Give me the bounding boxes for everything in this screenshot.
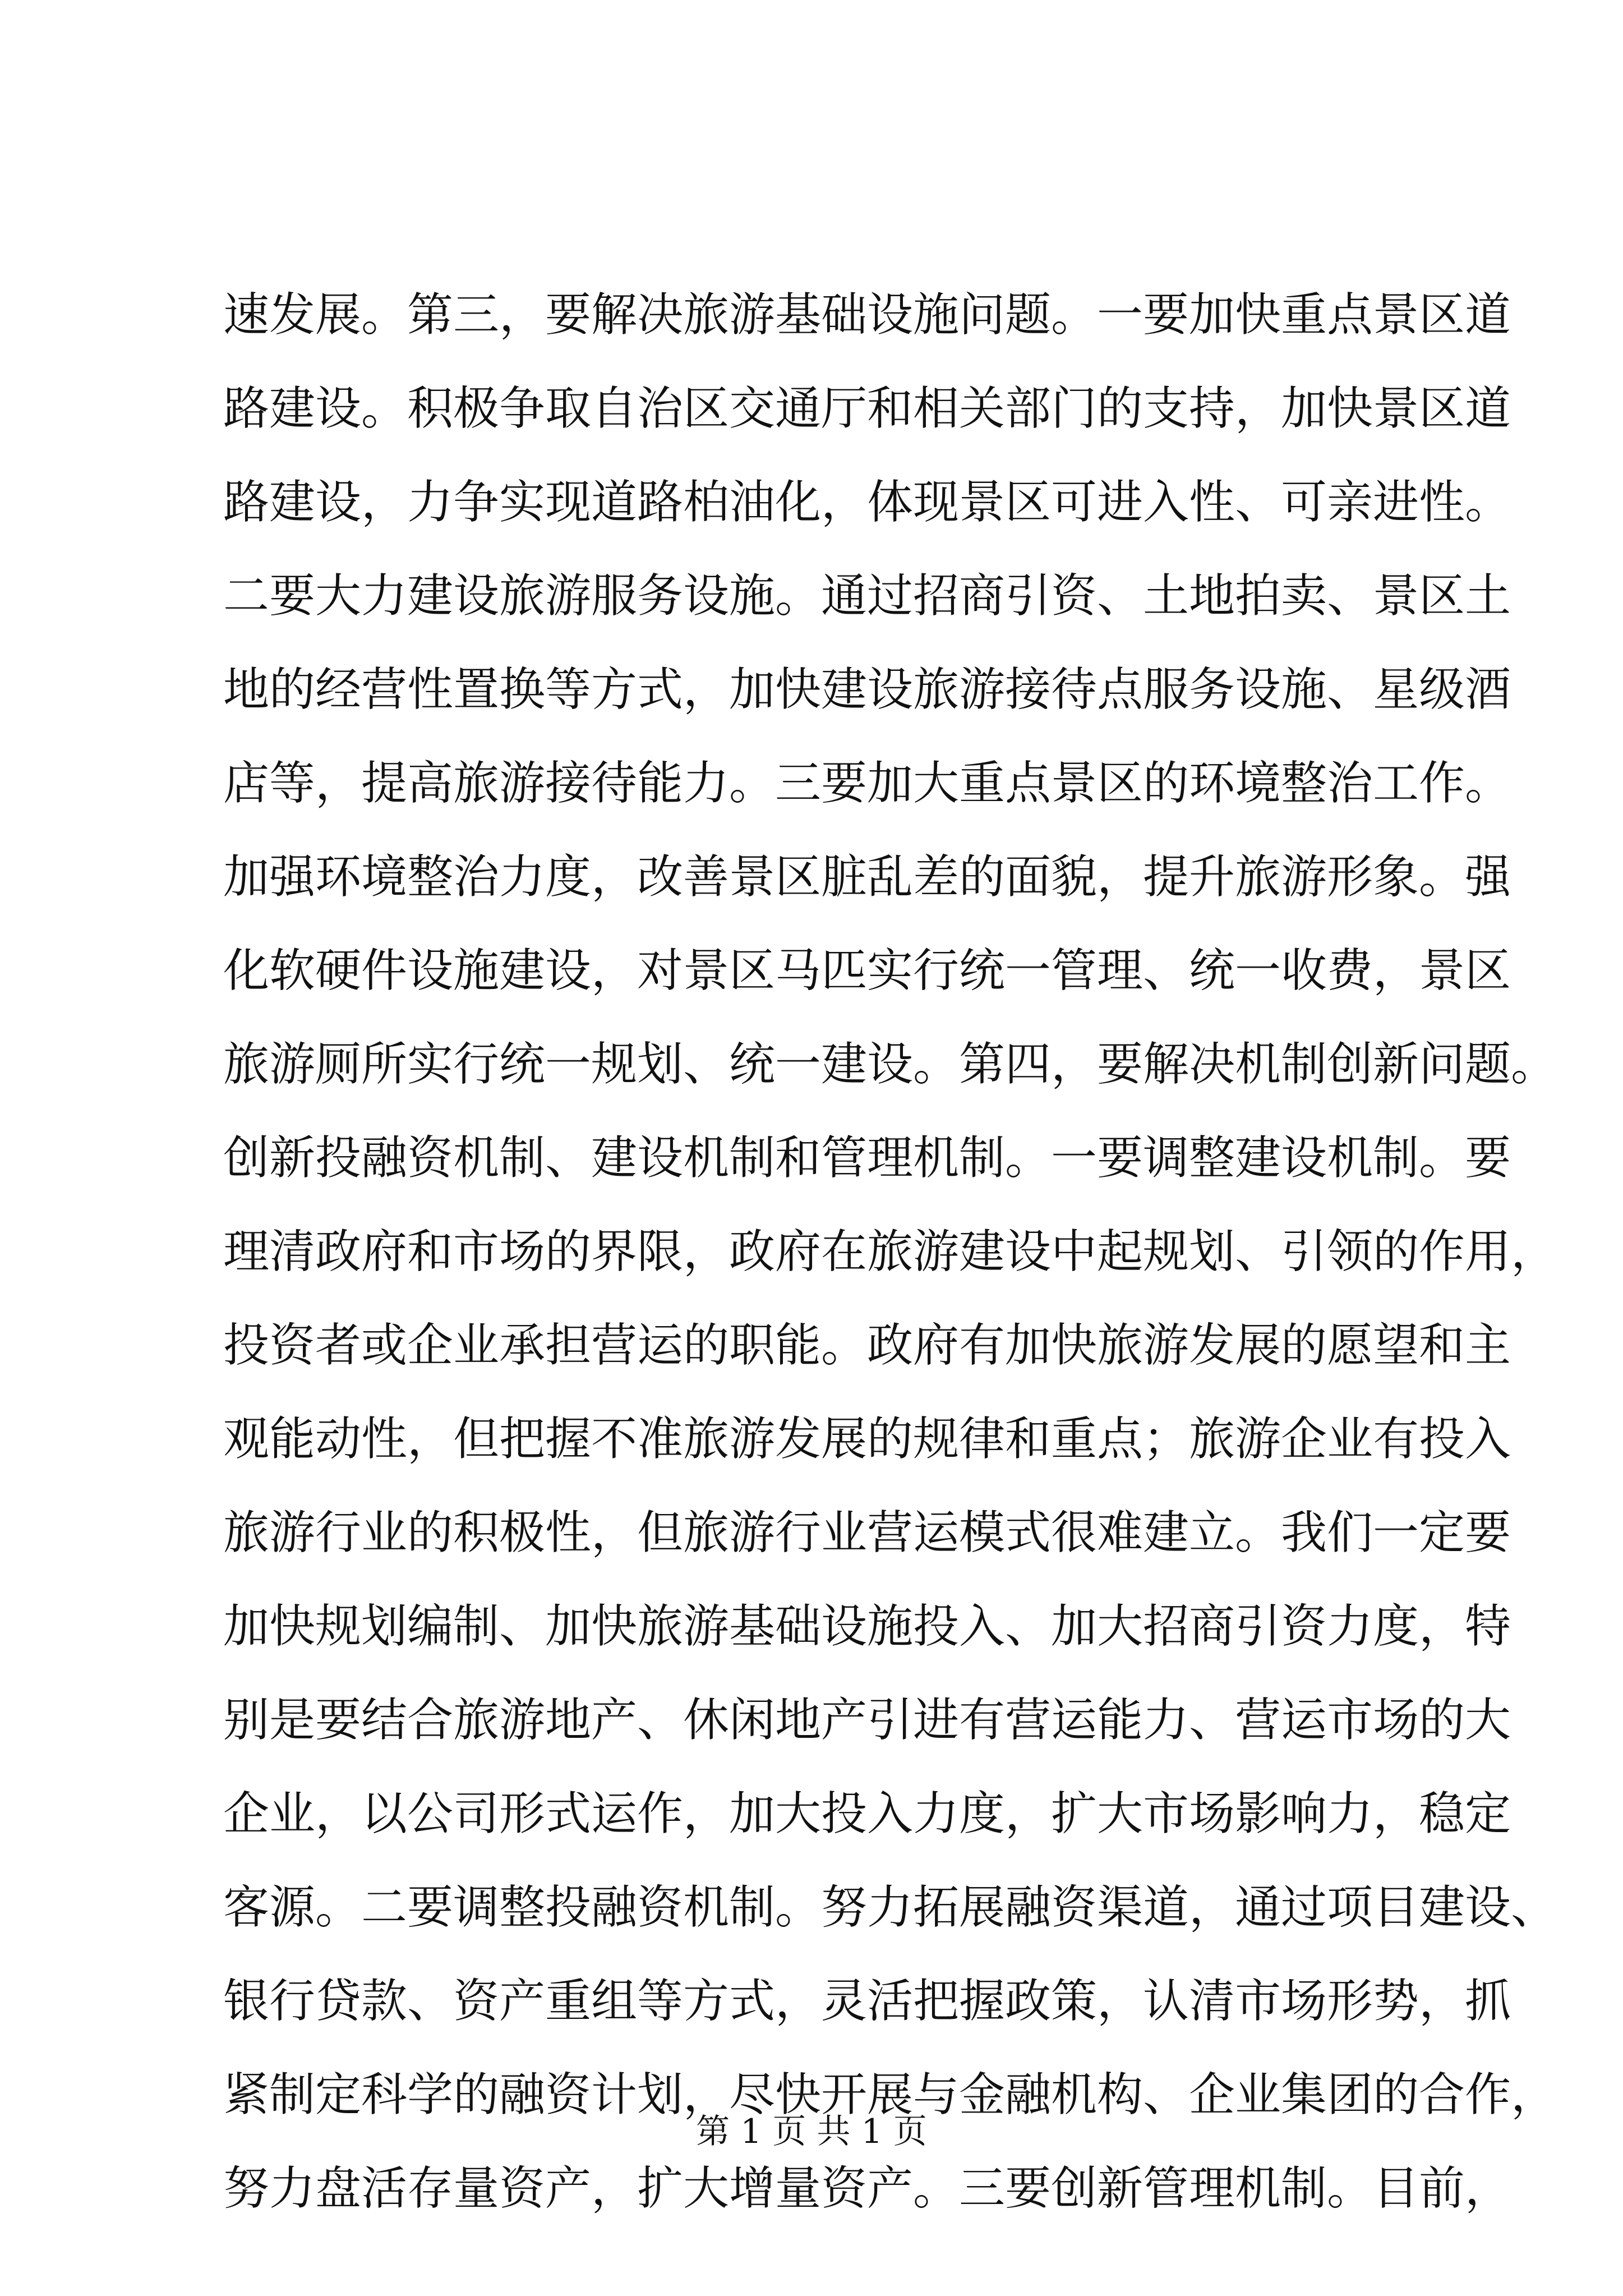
text-line: 紧制定科学的融资计划，尽快开展与金融机构、企业集团的合作， — [223, 2068, 1557, 2122]
text-line: 旅游行业的积极性，但旅游行业营运模式很难建立。我们一定要 — [223, 1506, 1511, 1559]
text-line: 二要大力建设旅游服务设施。通过招商引资、土地拍卖、景区土 — [223, 569, 1511, 623]
text-line: 银行贷款、资产重组等方式，灵活把握政策，认清市场形势，抓 — [223, 1975, 1511, 2028]
text-line: 店等，提高旅游接待能力。三要加大重点景区的环境整治工作。 — [223, 757, 1511, 810]
text-line: 客源。二要调整投融资机制。努力拓展融资渠道，通过项目建设、 — [223, 1881, 1557, 1934]
text-line: 创新投融资机制、建设机制和管理机制。一要调整建设机制。要 — [223, 1131, 1511, 1185]
text-line: 旅游厕所实行统一规划、统一建设。第四，要解决机制创新问题。 — [223, 1038, 1557, 1091]
text-line: 理清政府和市场的界限，政府在旅游建设中起规划、引领的作用， — [223, 1225, 1557, 1278]
body-text — [223, 268, 1557, 2235]
text-line: 加强环境整治力度，改善景区脏乱差的面貌，提升旅游形象。强 — [223, 850, 1511, 904]
text-line: 别是要结合旅游地产、休闲地产引进有营运能力、营运市场的大 — [223, 1694, 1511, 1747]
text-line: 努力盘活存量资产，扩大增量资产。三要创新管理机制。目前， — [223, 2162, 1511, 2215]
text-line: 地的经营性置换等方式，加快建设旅游接待点服务设施、星级酒 — [223, 663, 1511, 716]
text-line: 路建设。积极争取自治区交通厅和相关部门的支持，加快景区道 — [223, 382, 1511, 435]
page-footer: 第 1 页 共 1 页 — [696, 2112, 927, 2151]
text-line: 观能动性，但把握不准旅游发展的规律和重点；旅游企业有投入 — [223, 1412, 1511, 1466]
text-line: 加快规划编制、加快旅游基础设施投入、加大招商引资力度，特 — [223, 1600, 1511, 1653]
text-line: 投资者或企业承担营运的职能。政府有加快旅游发展的愿望和主 — [223, 1319, 1511, 1372]
text-line: 化软硬件设施建设，对景区马匹实行统一管理、统一收费，景区 — [223, 944, 1511, 997]
text-line: 路建设，力争实现道路柏油化，体现景区可进入性、可亲进性。 — [223, 476, 1511, 529]
text-line: 企业，以公司形式运作，加大投入力度，扩大市场影响力，稳定 — [223, 1787, 1511, 1841]
text-line: 速发展。第三，要解决旅游基础设施问题。一要加快重点景区道 — [223, 288, 1511, 342]
